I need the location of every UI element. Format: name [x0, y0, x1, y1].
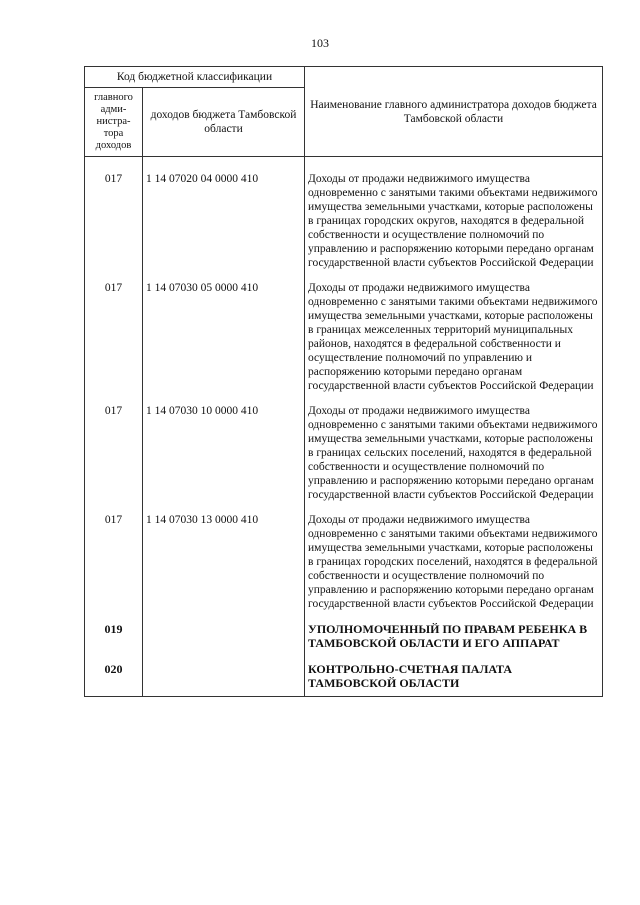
budget-income-header: доходов бюджета Тамбовской области [143, 88, 305, 157]
administrator-code: 020 [85, 662, 143, 697]
budget-classification-code: 1 14 07030 10 0000 410 [143, 404, 305, 513]
table-row [85, 172, 603, 281]
administrator-code: 017 [85, 513, 143, 622]
administrator-name: КОНТРОЛЬНО-СЧЕТНАЯ ПАЛАТА ТАМБОВСКОЙ ОБЛАСТИ [305, 662, 603, 697]
administrator-name-header: Наименование главного администратора доходов бюджета Тамбовской области [305, 67, 603, 157]
administrator-code: 017 [85, 281, 143, 404]
table-row [85, 513, 603, 622]
budget-classification-code-header: Код бюджетной классификации [85, 67, 305, 88]
income-description: Доходы от продажи недвижимого имущества одновременно с занятыми такими объектами недвижимого имущества земельными участками, которые расположены в границах городских округов, находятся в федеральной собственности и осуществление полномочий по управлению и распоряжению которыми передано органам государственной власти субъектов Российской Федерации [305, 172, 603, 281]
budget-classification-table [84, 66, 603, 697]
administrator-name: УПОЛНОМОЧЕННЫЙ ПО ПРАВАМ РЕБЕНКА В ТАМБОВСКОЙ ОБЛАСТИ И ЕГО АППАРАТ [305, 622, 603, 662]
budget-classification-code: 1 14 07030 13 0000 410 [143, 513, 305, 622]
budget-classification-code [143, 662, 305, 697]
income-description: Доходы от продажи недвижимого имущества одновременно с занятыми такими объектами недвижимого имущества земельными участками, которые расположены в границах городских поселений, находятся в федеральной собственности и осуществление полномочий по управлению и распоряжению которыми передано органам государственной власти субъектов Российской Федерации [305, 513, 603, 622]
income-description: Доходы от продажи недвижимого имущества одновременно с занятыми такими объектами недвижимого имущества земельными участками, которые расположены в границах межселенных территорий муниципальных районов, находятся в федеральной собственности и осуществление полномочий по управлению и распоряжению которыми передано органам государственной власти субъектов Российской Федерации [305, 281, 603, 404]
administrator-code: 017 [85, 172, 143, 281]
table-row [85, 404, 603, 513]
chief-administrator-header: главного адми-нистра-тора доходов [85, 88, 143, 157]
budget-classification-code: 1 14 07020 04 0000 410 [143, 172, 305, 281]
budget-classification-code [143, 622, 305, 662]
budget-classification-code: 1 14 07030 05 0000 410 [143, 281, 305, 404]
income-description: Доходы от продажи недвижимого имущества одновременно с занятыми такими объектами недвижимого имущества земельными участками, которые расположены в границах сельских поселений, находятся в федеральной собственности и осуществление полномочий по управлению и распоряжению которыми передано органам государственной власти субъектов Российской Федерации [305, 404, 603, 513]
administrator-code: 019 [85, 622, 143, 662]
page-number: 103 [311, 36, 329, 50]
table-row [85, 662, 603, 697]
table-row [85, 281, 603, 404]
administrator-code: 017 [85, 404, 143, 513]
table-row [85, 622, 603, 662]
